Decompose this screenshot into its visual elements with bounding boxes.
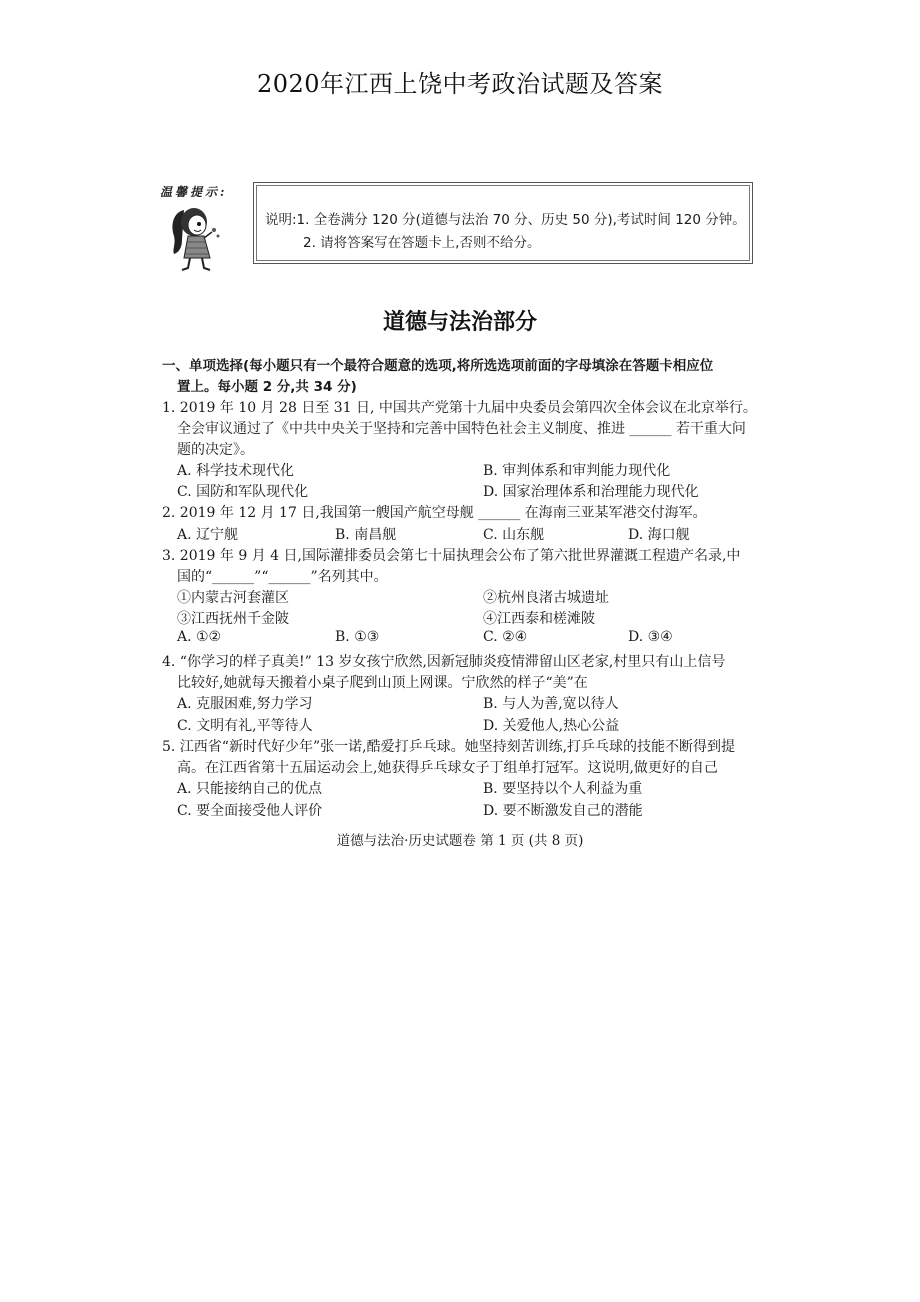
tip-label: 温馨提示: [160,185,228,199]
q3-option-c: C. ②④ [483,629,528,645]
cartoon-girl-icon [166,202,236,272]
instruction-line-2: 2. 请将答案写在答题卡上,否则不给分。 [303,235,541,251]
q4-option-c: C. 文明有礼,平等待人 [177,718,313,734]
q2-option-a: A. 辽宁舰 [177,527,239,543]
q5-option-d: D. 要不断激发自己的潜能 [483,803,643,819]
section-title: 道德与法治部分 [382,310,537,335]
instruction-line-1: 说明:1. 全卷满分 120 分(道德与法治 70 分、历史 50 分),考试时间 120 分钟。 [265,212,746,228]
q2-stem-line-1: 2. 2019 年 12 月 17 日,我国第一艘国产航空母舰 ______ 在海南三亚某军港交付海军。 [162,505,707,521]
q5-stem-line-2: 高。在江西省第十五届运动会上,她获得乒乓球女子丁组单打冠军。这说明,做更好的自己 [177,760,718,776]
instructions-box [253,182,753,264]
q3-option-a: A. ①② [177,629,222,645]
q1-stem-line-1: 1. 2019 年 10 月 28 日至 31 日, 中国共产党第十九届中央委员会第四次全体会议在北京举行。 [162,400,757,416]
q5-option-b: B. 要坚持以个人利益为重 [483,781,643,797]
q4-option-d: D. 关爱他人,热心公益 [483,718,620,734]
q4-option-a: A. 克服困难,努力学习 [177,696,313,712]
q1-stem-line-3: 题的决定》。 [177,442,254,458]
q2-option-c: C. 山东舰 [483,527,545,543]
part-heading-line-2: 置上。每小题 2 分,共 34 分) [177,379,357,395]
q3-item-1: ①内蒙古河套灌区 [177,590,289,606]
q3-item-3: ③江西抚州千金陂 [177,611,289,627]
q4-option-b: B. 与人为善,宽以待人 [483,696,619,712]
q1-option-d: D. 国家治理体系和治理能力现代化 [483,484,699,500]
q1-option-b: B. 审判体系和审判能力现代化 [483,463,671,479]
q2-option-b: B. 南昌舰 [335,527,397,543]
document-title: 2020年江西上饶中考政治试题及答案 [256,70,664,98]
q1-stem-line-2: 全会审议通过了《中共中央关于坚持和完善中国特色社会主义制度、推进 ______ 若干重大问 [177,421,746,437]
q3-item-4: ④江西泰和槎滩陂 [483,611,595,627]
q4-stem-line-1: 4. “你学习的样子真美!” 13 岁女孩宁欣然,因新冠肺炎疫情滞留山区老家,村里只有山上信号 [162,654,726,670]
q5-stem-line-1: 5. 江西省“新时代好少年”张一诺,酷爱打乒乓球。她坚持刻苦训练,打乒乓球的技能不断得到提 [162,739,736,755]
q3-item-2: ②杭州良渚古城遗址 [483,590,609,606]
part-heading-line-1: 一、单项选择(每小题只有一个最符合题意的选项,将所选选项前面的字母填涂在答题卡相应位 [162,358,714,374]
q1-option-a: A. 科学技术现代化 [177,463,295,479]
q4-stem-line-2: 比较好,她就每天搬着小桌子爬到山顶上网课。宁欣然的样子“美”在 [177,675,588,691]
q3-option-d: D. ③④ [628,629,673,645]
q2-option-d: D. 海口舰 [628,527,690,543]
page-footer: 道德与法治·历史试题卷 第 1 页 (共 8 页) [336,833,584,849]
q5-option-a: A. 只能接纳自己的优点 [177,781,323,797]
q3-stem-line-1: 3. 2019 年 9 月 4 日,国际灌排委员会第七十届执理会公布了第六批世界灌溉工程遗产名录,中 [162,548,741,564]
q1-option-c: C. 国防和军队现代化 [177,484,309,500]
q3-stem-line-2: 国的“______”“______”名列其中。 [177,569,388,585]
q5-option-c: C. 要全面接受他人评价 [177,803,323,819]
q3-option-b: B. ①③ [335,629,380,645]
